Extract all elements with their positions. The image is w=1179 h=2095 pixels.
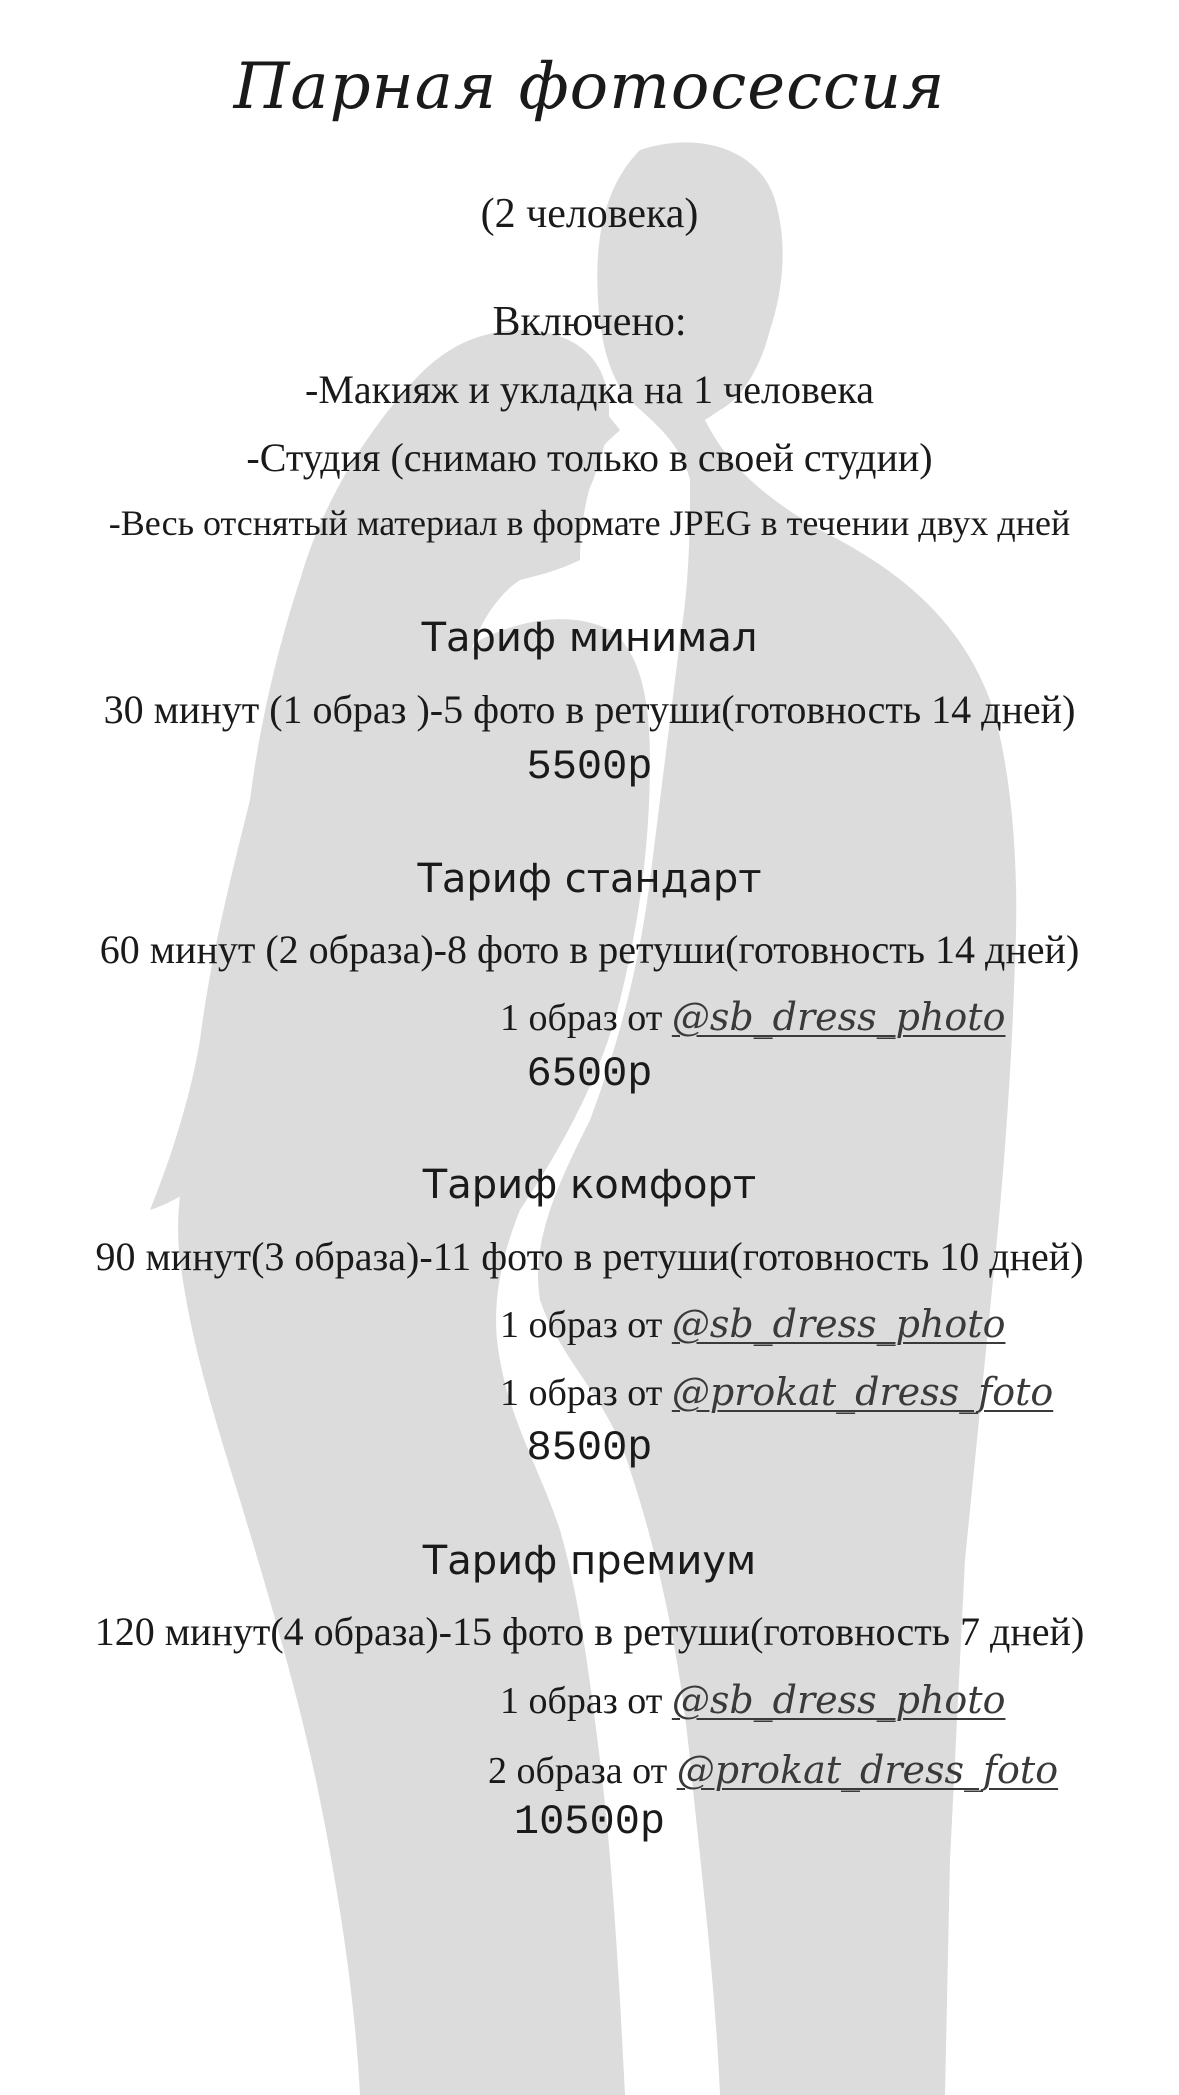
instagram-handle-link[interactable]: @prokat_dress_foto	[676, 1748, 1059, 1792]
tariff-price: 6500р	[526, 1050, 653, 1098]
included-item: -Студия (снимаю только в своей студии)	[246, 435, 933, 480]
look-line	[500, 995, 1005, 1040]
instagram-handle-link[interactable]: @prokat_dress_foto	[671, 1370, 1054, 1414]
instagram-handle-link[interactable]: @sb_dress_photo	[671, 995, 1006, 1039]
included-heading: Включено:	[492, 299, 687, 345]
tariff-name: Тариф комфорт	[422, 1162, 757, 1208]
look-prefix: 1 образ от	[500, 997, 672, 1039]
instagram-handle-link[interactable]: @sb_dress_photo	[671, 1302, 1006, 1346]
tariff-name: Тариф стандарт	[417, 856, 762, 902]
look-prefix: 1 образ от	[500, 1680, 672, 1722]
look-line	[500, 1678, 1005, 1723]
tariff-description: 90 минут(3 образа)-11 фото в ретуши(готовность 10 дней)	[95, 1234, 1084, 1279]
included-item: -Весь отснятый материал в формате JPEG в течении двух дней	[108, 503, 1071, 543]
look-prefix: 1 образ от	[500, 1372, 672, 1414]
look-line	[488, 1748, 1058, 1793]
tariff-description: 120 минут(4 образа)-15 фото в ретуши(готовность 7 дней)	[94, 1609, 1085, 1654]
look-line	[500, 1302, 1005, 1347]
people-count: (2 человека)	[480, 191, 699, 237]
look-prefix: 1 образ от	[500, 1304, 672, 1346]
tariff-price: 8500р	[526, 1424, 653, 1472]
look-line	[500, 1370, 1053, 1415]
included-item: -Макияж и укладка на 1 человека	[305, 367, 874, 412]
tariff-description: 30 минут (1 образ )-5 фото в ретуши(готовность 14 дней)	[103, 687, 1076, 732]
tariff-price: 5500р	[526, 743, 653, 791]
look-prefix: 2 образа от	[488, 1750, 677, 1792]
tariff-price: 10500р	[513, 1798, 666, 1846]
tariff-name: Тариф премиум	[422, 1538, 757, 1584]
tariff-description: 60 минут (2 образа)-8 фото в ретуши(готовность 14 дней)	[99, 927, 1080, 972]
page-title: Парная фотосессия	[233, 50, 946, 124]
tariff-name: Тариф минимал	[421, 615, 758, 661]
instagram-handle-link[interactable]: @sb_dress_photo	[671, 1678, 1006, 1722]
